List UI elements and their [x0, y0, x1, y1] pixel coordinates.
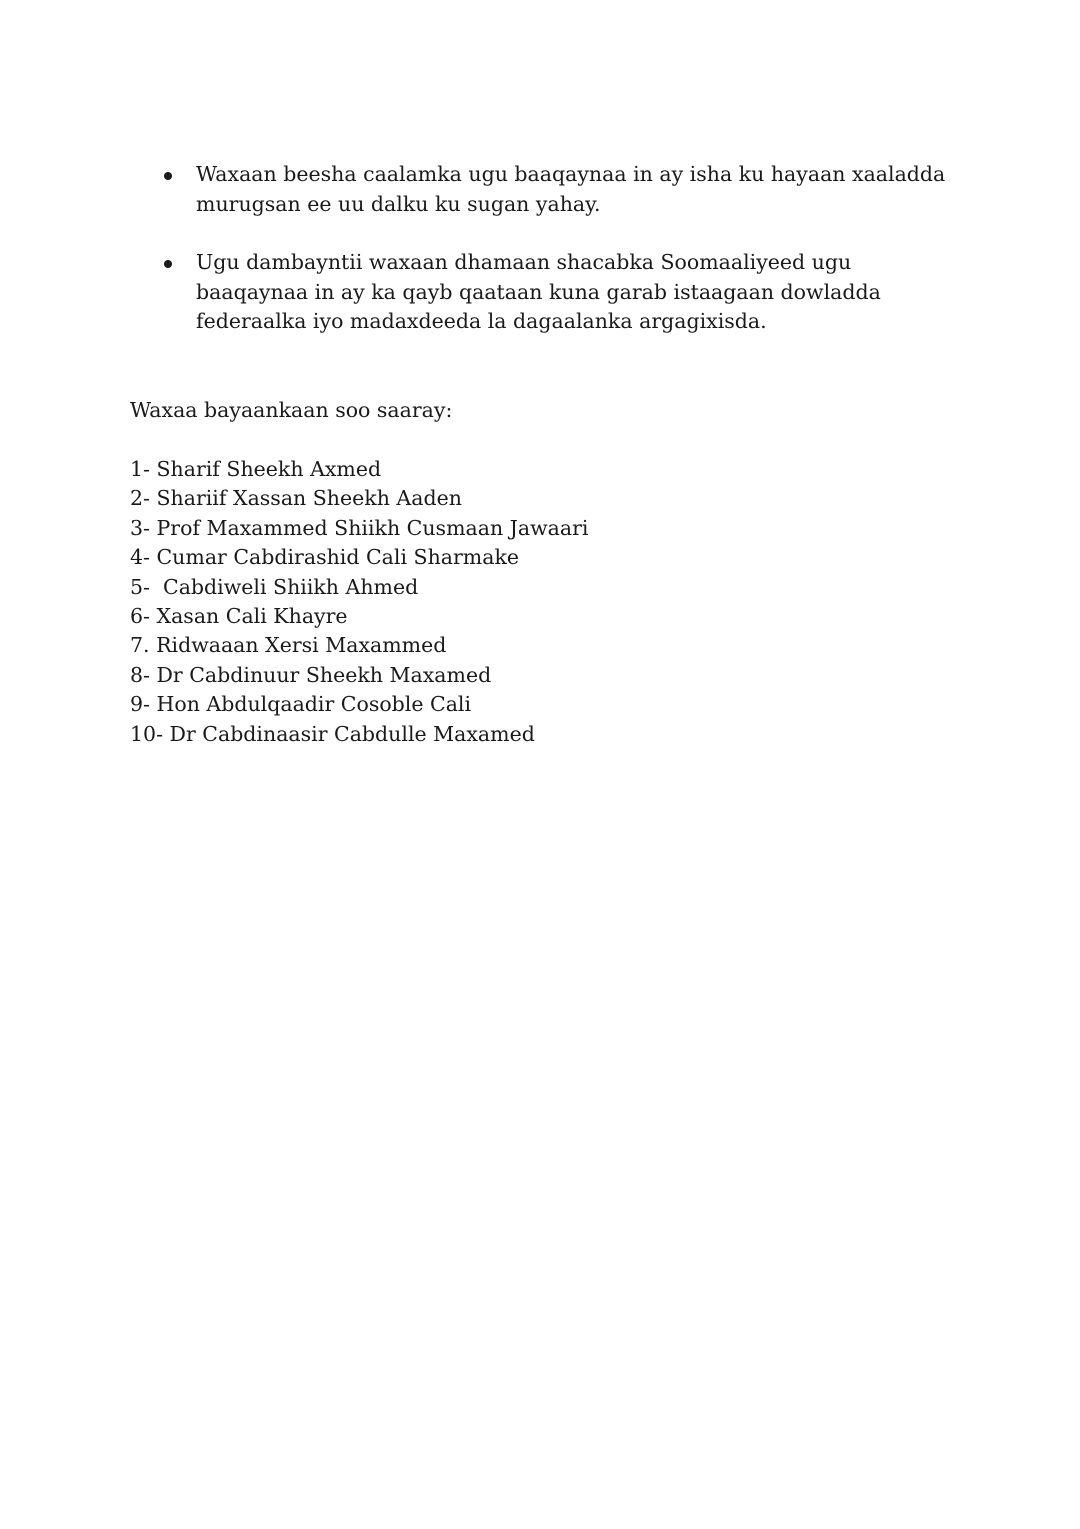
- signatory: 5- Cabdiweli Shiikh Ahmed: [130, 574, 419, 599]
- signatory: 10- Dr Cabdinaasir Cabdulle Maxamed: [130, 721, 535, 746]
- bullet-text: Waxaan beesha caalamka ugu baaqaynaa in ay isha ku hayaan xaaladda murugsan ee uu dalku ku sugan yahay.: [196, 162, 946, 216]
- bullet-item: [160, 248, 960, 337]
- signatory: 3- Prof Maxammed Shiikh Cusmaan Jawaari: [130, 515, 589, 540]
- bullet-text: Ugu dambayntii waxaan dhamaan shacabka Soomaaliyeed ugu baaqaynaa in ay ka qayb qaataan kuna garab istaagaan dowladda federaalka iyo madaxdeeda la dagaalanka argagixisda.: [196, 250, 881, 333]
- signatory: 7. Ridwaaan Xersi Maxammed: [130, 633, 447, 658]
- bullet-list: [160, 160, 960, 366]
- signatory: 4- Cumar Cabdirashid Cali Sharmake: [130, 545, 520, 570]
- bullet-dot-icon: [164, 172, 172, 180]
- signatory: 1- Sharif Sheekh Axmed: [130, 457, 382, 481]
- signatory: 9- Hon Abdulqaadir Cosoble Cali: [130, 692, 472, 717]
- issued-by-label: Waxaa bayaankaan soo saaray:: [130, 398, 453, 422]
- signatory: 8- Dr Cabdinuur Sheekh Maxamed: [130, 662, 492, 687]
- bullet-item: [160, 160, 960, 219]
- signatory-list: [130, 455, 588, 749]
- signatory: 6- Xasan Cali Khayre: [130, 604, 348, 629]
- bullet-dot-icon: [164, 260, 172, 268]
- signatory: 2- Shariif Xassan Sheekh Aaden: [130, 486, 462, 511]
